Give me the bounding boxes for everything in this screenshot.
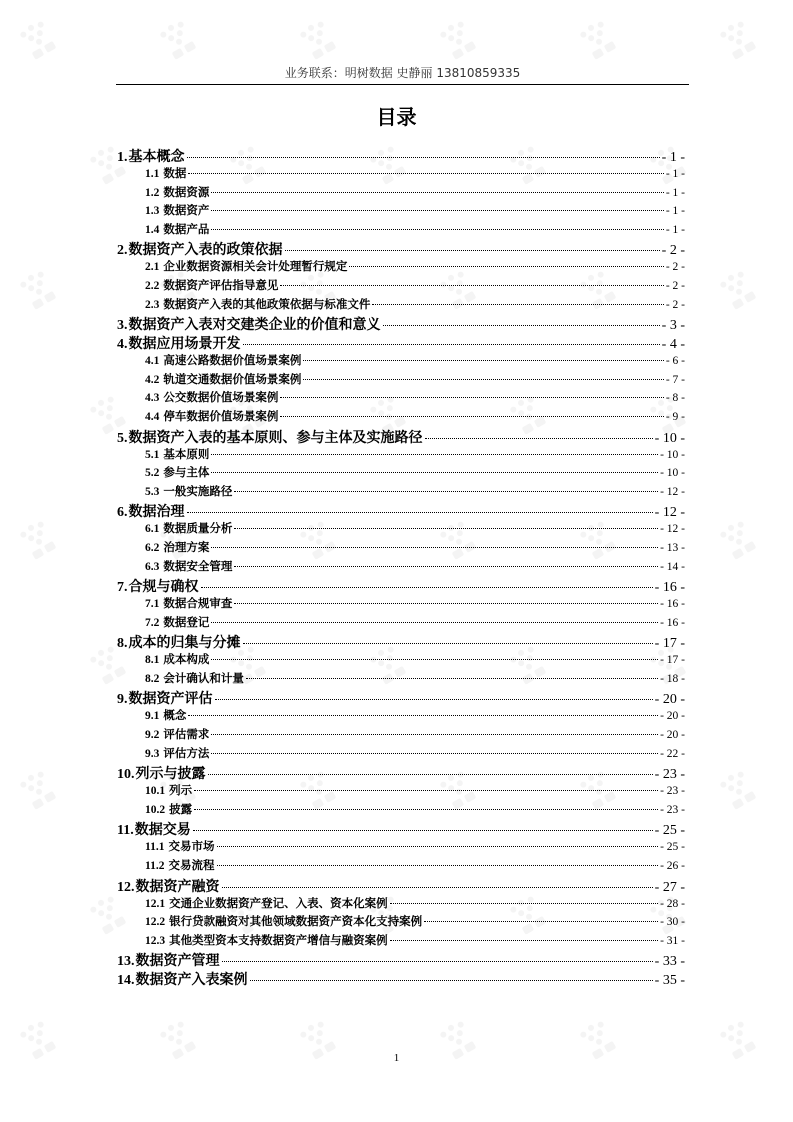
toc-entry-page: - 28 - bbox=[660, 897, 685, 910]
table-of-contents bbox=[117, 146, 685, 988]
toc-entry-number: 5.2 bbox=[145, 467, 160, 480]
toc-entry-number: 11.2 bbox=[145, 860, 165, 873]
toc-entry-label: 数据应用场景开发 bbox=[128, 336, 241, 353]
toc-entry-page: - 13 - bbox=[660, 541, 685, 554]
toc-entry-page: - 7 - bbox=[665, 373, 685, 386]
toc-chapter-entry[interactable] bbox=[117, 314, 685, 333]
toc-entry-label: 数据治理 bbox=[128, 504, 185, 521]
toc-section-entry[interactable] bbox=[117, 165, 685, 184]
toc-entry-number: 8. bbox=[117, 636, 128, 652]
toc-entry-page: - 33 - bbox=[654, 954, 685, 970]
toc-entry-label: 数据资产入表的政策依据 bbox=[128, 242, 283, 259]
toc-dot-leader bbox=[211, 192, 663, 193]
toc-chapter-entry[interactable] bbox=[117, 501, 685, 520]
header-divider bbox=[116, 84, 689, 85]
toc-entry-number: 12.1 bbox=[145, 897, 166, 910]
toc-entry-number: 4.2 bbox=[145, 373, 160, 386]
toc-dot-leader bbox=[193, 830, 653, 831]
toc-section-entry[interactable] bbox=[117, 539, 685, 558]
toc-dot-leader bbox=[234, 566, 658, 567]
toc-entry-page: - 1 - bbox=[665, 168, 685, 180]
toc-dot-leader bbox=[234, 528, 658, 529]
toc-dot-leader bbox=[303, 360, 663, 361]
toc-entry-label: 停车数据价值场景案例 bbox=[163, 408, 279, 423]
toc-entry-label: 高速公路数据价值场景案例 bbox=[163, 353, 302, 368]
toc-dot-leader bbox=[211, 659, 658, 660]
toc-entry-number: 10.2 bbox=[145, 803, 166, 816]
toc-section-entry[interactable] bbox=[117, 801, 685, 820]
toc-section-entry[interactable] bbox=[117, 446, 685, 465]
toc-chapter-entry[interactable] bbox=[117, 632, 685, 651]
toc-entry-number: 2.1 bbox=[145, 261, 160, 274]
toc-dot-leader bbox=[187, 157, 660, 158]
toc-entry-number: 6. bbox=[117, 505, 128, 521]
toc-entry-number: 10.1 bbox=[145, 785, 166, 798]
company-logo-watermark-icon bbox=[20, 520, 56, 560]
toc-entry-page: - 2 - bbox=[665, 261, 685, 274]
toc-entry-page: - 35 - bbox=[654, 973, 685, 989]
toc-entry-page: - 1 - bbox=[665, 223, 685, 236]
toc-entry-label: 数据资产入表对交建类企业的价值和意义 bbox=[128, 317, 381, 334]
toc-entry-label: 参与主体 bbox=[163, 465, 210, 480]
toc-section-entry[interactable] bbox=[117, 707, 685, 726]
toc-entry-label: 数据资产管理 bbox=[135, 953, 220, 970]
toc-entry-number: 4.1 bbox=[145, 355, 160, 368]
company-logo-watermark-icon bbox=[300, 20, 336, 60]
toc-entry-label: 数据资产入表的基本原则、参与主体及实施路径 bbox=[128, 429, 423, 446]
toc-entry-page: - 25 - bbox=[654, 823, 685, 839]
toc-entry-label: 数据交易 bbox=[134, 822, 191, 839]
toc-entry-number: 4.4 bbox=[145, 410, 160, 423]
toc-entry-number: 9.1 bbox=[145, 710, 160, 723]
toc-entry-number: 2. bbox=[117, 243, 128, 259]
toc-section-entry[interactable] bbox=[117, 408, 685, 427]
company-logo-watermark-icon bbox=[720, 20, 756, 60]
toc-entry-page: - 17 - bbox=[660, 654, 685, 667]
toc-section-entry[interactable] bbox=[117, 296, 685, 315]
company-logo-watermark-icon bbox=[20, 20, 56, 60]
toc-dot-leader bbox=[211, 229, 663, 230]
toc-dot-leader bbox=[194, 790, 658, 791]
toc-entry-label: 治理方案 bbox=[163, 539, 210, 554]
toc-entry-number: 14. bbox=[117, 973, 135, 989]
toc-entry-label: 数据资产评估 bbox=[128, 691, 213, 708]
toc-entry-number: 12. bbox=[117, 879, 135, 895]
toc-entry-number: 1.1 bbox=[145, 168, 160, 180]
toc-entry-page: - 1 - bbox=[665, 186, 685, 199]
toc-entry-number: 7.2 bbox=[145, 616, 160, 629]
toc-section-entry[interactable] bbox=[117, 595, 685, 614]
toc-entry-number: 1. bbox=[117, 150, 128, 165]
toc-entry-page: - 12 - bbox=[660, 523, 685, 536]
toc-dot-leader bbox=[201, 587, 653, 588]
toc-entry-number: 4. bbox=[117, 337, 128, 353]
toc-entry-page: - 23 - bbox=[654, 767, 685, 783]
toc-dot-leader bbox=[280, 416, 663, 417]
toc-entry-label: 成本的归集与分摊 bbox=[128, 635, 241, 652]
toc-section-entry[interactable] bbox=[117, 670, 685, 689]
toc-entry-number: 2.2 bbox=[145, 279, 160, 292]
toc-chapter-entry[interactable] bbox=[117, 819, 685, 838]
toc-entry-label: 评估需求 bbox=[163, 727, 210, 742]
toc-section-entry[interactable] bbox=[117, 258, 685, 277]
toc-section-entry[interactable] bbox=[117, 389, 685, 408]
toc-entry-number: 2.3 bbox=[145, 298, 160, 311]
toc-section-entry[interactable] bbox=[117, 352, 685, 371]
toc-entry-page: - 16 - bbox=[660, 616, 685, 629]
toc-section-entry[interactable] bbox=[117, 782, 685, 801]
toc-entry-page: - 3 - bbox=[661, 318, 685, 334]
toc-dot-leader bbox=[188, 173, 663, 174]
toc-entry-label: 数据资产评估指导意见 bbox=[163, 277, 279, 292]
toc-dot-leader bbox=[217, 846, 659, 847]
company-logo-watermark-icon bbox=[580, 20, 616, 60]
toc-entry-number: 5.3 bbox=[145, 485, 160, 498]
toc-entry-label: 交易市场 bbox=[168, 839, 215, 854]
toc-entry-number: 11. bbox=[117, 823, 134, 839]
toc-dot-leader bbox=[187, 512, 653, 513]
company-logo-watermark-icon bbox=[20, 270, 56, 310]
toc-dot-leader bbox=[211, 547, 658, 548]
toc-section-entry[interactable] bbox=[117, 371, 685, 390]
toc-entry-label: 列示 bbox=[169, 783, 193, 798]
toc-entry-label: 数据 bbox=[163, 166, 187, 180]
toc-entry-page: - 18 - bbox=[660, 672, 685, 685]
toc-entry-number: 9.3 bbox=[145, 747, 160, 760]
toc-entry-label: 其他类型资本支持数据资产增信与融资案例 bbox=[169, 932, 388, 947]
toc-entry-page: - 6 - bbox=[665, 355, 685, 368]
toc-entry-label: 公交数据价值场景案例 bbox=[163, 390, 279, 405]
company-logo-watermark-icon bbox=[440, 20, 476, 60]
toc-section-entry[interactable] bbox=[117, 221, 685, 240]
toc-entry-page: - 8 - bbox=[665, 392, 685, 405]
toc-entry-page: - 16 - bbox=[654, 580, 685, 596]
toc-entry-page: - 20 - bbox=[660, 729, 685, 742]
toc-dot-leader bbox=[280, 397, 663, 398]
toc-chapter-entry[interactable] bbox=[117, 876, 685, 895]
toc-entry-label: 成本构成 bbox=[163, 652, 210, 667]
toc-entry-number: 4.3 bbox=[145, 392, 160, 405]
toc-entry-number: 1.3 bbox=[145, 205, 160, 218]
toc-dot-leader bbox=[425, 438, 653, 439]
toc-entry-label: 合规与确权 bbox=[128, 579, 199, 596]
toc-chapter-entry[interactable] bbox=[117, 239, 685, 258]
toc-entry-label: 数据资产融资 bbox=[135, 878, 220, 895]
toc-entry-label: 数据合规审查 bbox=[163, 596, 233, 611]
toc-chapter-entry[interactable] bbox=[117, 950, 685, 969]
toc-entry-number: 6.2 bbox=[145, 541, 160, 554]
toc-chapter-entry[interactable] bbox=[117, 427, 685, 446]
toc-entry-page: - 10 - bbox=[660, 467, 685, 480]
toc-entry-number: 9. bbox=[117, 692, 128, 708]
toc-section-entry[interactable] bbox=[117, 932, 685, 951]
toc-dot-leader bbox=[215, 699, 653, 700]
toc-entry-label: 银行贷款融资对其他领域数据资产资本化支持案例 bbox=[169, 914, 423, 929]
toc-entry-page: - 20 - bbox=[654, 692, 685, 708]
toc-entry-page: - 1 - bbox=[665, 205, 685, 218]
toc-entry-page: - 12 - bbox=[660, 485, 685, 498]
toc-section-entry[interactable] bbox=[117, 558, 685, 577]
toc-section-entry[interactable] bbox=[117, 913, 685, 932]
toc-dot-leader bbox=[234, 603, 658, 604]
toc-entry-page: - 30 - bbox=[660, 916, 685, 929]
toc-entry-number: 12.2 bbox=[145, 916, 166, 929]
toc-dot-leader bbox=[390, 940, 658, 941]
toc-dot-leader bbox=[211, 454, 658, 455]
toc-section-entry[interactable] bbox=[117, 184, 685, 203]
toc-entry-number: 1.4 bbox=[145, 223, 160, 236]
toc-entry-label: 基本概念 bbox=[128, 149, 185, 165]
toc-dot-leader bbox=[222, 887, 653, 888]
toc-dot-leader bbox=[372, 304, 663, 305]
toc-entry-page: - 9 - bbox=[665, 410, 685, 423]
toc-entry-number: 6.1 bbox=[145, 523, 160, 536]
toc-entry-label: 会计确认和计量 bbox=[163, 670, 244, 685]
toc-dot-leader bbox=[250, 980, 653, 981]
toc-entry-page: - 17 - bbox=[654, 636, 685, 652]
toc-dot-leader bbox=[234, 491, 658, 492]
toc-entry-number: 8.1 bbox=[145, 654, 160, 667]
toc-entry-page: - 31 - bbox=[660, 934, 685, 947]
toc-section-entry[interactable] bbox=[117, 895, 685, 914]
toc-dot-leader bbox=[285, 250, 660, 251]
page-header: 业务联系：明树数据 史静丽 13810859335 bbox=[284, 66, 521, 80]
toc-entry-page: - 12 - bbox=[654, 505, 685, 521]
toc-dot-leader bbox=[246, 678, 658, 679]
toc-entry-label: 数据产品 bbox=[163, 221, 210, 236]
toc-chapter-entry[interactable] bbox=[117, 688, 685, 707]
toc-dot-leader bbox=[243, 344, 660, 345]
toc-dot-leader bbox=[280, 285, 663, 286]
toc-entry-number: 5. bbox=[117, 430, 128, 446]
toc-entry-label: 数据质量分析 bbox=[163, 521, 233, 536]
toc-chapter-entry[interactable] bbox=[117, 576, 685, 595]
toc-entry-label: 数据资产 bbox=[163, 203, 210, 218]
toc-section-entry[interactable] bbox=[117, 857, 685, 876]
toc-entry-number: 7.1 bbox=[145, 598, 160, 611]
company-logo-watermark-icon bbox=[720, 770, 756, 810]
toc-entry-label: 数据资产入表案例 bbox=[135, 972, 248, 989]
toc-entry-number: 1.2 bbox=[145, 186, 160, 199]
company-logo-watermark-icon bbox=[720, 520, 756, 560]
toc-entry-label: 轨道交通数据价值场景案例 bbox=[163, 371, 302, 386]
toc-entry-label: 数据资产入表的其他政策依据与标准文件 bbox=[163, 296, 371, 311]
toc-entry-number: 7. bbox=[117, 580, 128, 596]
toc-entry-number: 3. bbox=[117, 318, 128, 334]
toc-entry-label: 基本原则 bbox=[163, 446, 210, 461]
company-logo-watermark-icon bbox=[720, 270, 756, 310]
toc-entry-page: - 10 - bbox=[654, 430, 685, 446]
toc-entry-label: 披露 bbox=[169, 801, 193, 816]
toc-entry-page: - 20 - bbox=[660, 710, 685, 723]
toc-entry-label: 一般实施路径 bbox=[163, 483, 233, 498]
toc-entry-label: 企业数据资源相关会计处理暂行规定 bbox=[163, 259, 348, 274]
toc-chapter-entry[interactable] bbox=[117, 763, 685, 782]
company-logo-watermark-icon bbox=[160, 20, 196, 60]
toc-entry-label: 列示与披露 bbox=[135, 766, 206, 783]
toc-dot-leader bbox=[211, 622, 658, 623]
toc-dot-leader bbox=[211, 472, 658, 473]
toc-entry-page: - 2 - bbox=[665, 298, 685, 311]
toc-entry-page: - 2 - bbox=[661, 243, 685, 259]
toc-section-entry[interactable] bbox=[117, 483, 685, 502]
toc-entry-label: 数据安全管理 bbox=[163, 558, 233, 573]
toc-entry-label: 交通企业数据资产登记、入表、资本化案例 bbox=[169, 895, 388, 910]
toc-dot-leader bbox=[390, 903, 658, 904]
toc-section-entry[interactable] bbox=[117, 726, 685, 745]
toc-entry-page: - 23 - bbox=[660, 785, 685, 798]
toc-entry-label: 交易流程 bbox=[168, 858, 215, 873]
toc-chapter-entry[interactable] bbox=[117, 146, 685, 165]
toc-entry-number: 8.2 bbox=[145, 672, 160, 685]
toc-entry-page: - 4 - bbox=[661, 337, 685, 353]
toc-section-entry[interactable] bbox=[117, 520, 685, 539]
toc-entry-number: 5.1 bbox=[145, 448, 160, 461]
toc-dot-leader bbox=[211, 734, 658, 735]
toc-entry-page: - 10 - bbox=[660, 448, 685, 461]
toc-section-entry[interactable] bbox=[117, 745, 685, 764]
toc-section-entry[interactable] bbox=[117, 277, 685, 296]
toc-dot-leader bbox=[424, 921, 658, 922]
company-logo-watermark-icon bbox=[20, 770, 56, 810]
toc-entry-number: 9.2 bbox=[145, 729, 160, 742]
toc-entry-page: - 16 - bbox=[660, 598, 685, 611]
toc-dot-leader bbox=[217, 865, 659, 866]
toc-dot-leader bbox=[222, 961, 653, 962]
toc-entry-number: 11.1 bbox=[145, 841, 165, 854]
toc-entry-number: 13. bbox=[117, 954, 135, 970]
toc-entry-page: - 25 - bbox=[660, 841, 685, 854]
toc-section-entry[interactable] bbox=[117, 614, 685, 633]
toc-entry-number: 6.3 bbox=[145, 560, 160, 573]
toc-entry-page: - 2 - bbox=[665, 279, 685, 292]
toc-section-entry[interactable] bbox=[117, 651, 685, 670]
toc-dot-leader bbox=[243, 643, 653, 644]
toc-entry-label: 概念 bbox=[163, 708, 187, 723]
toc-entry-page: - 22 - bbox=[660, 747, 685, 760]
toc-chapter-entry[interactable] bbox=[117, 333, 685, 352]
toc-dot-leader bbox=[194, 809, 658, 810]
page-title: 目录 bbox=[376, 105, 417, 129]
toc-entry-number: 12.3 bbox=[145, 934, 166, 947]
toc-dot-leader bbox=[383, 325, 660, 326]
toc-entry-page: - 26 - bbox=[660, 860, 685, 873]
toc-entry-number: 10. bbox=[117, 767, 135, 783]
toc-entry-page: - 23 - bbox=[660, 803, 685, 816]
toc-entry-label: 数据登记 bbox=[163, 614, 210, 629]
toc-chapter-entry[interactable] bbox=[117, 969, 685, 988]
toc-dot-leader bbox=[303, 379, 663, 380]
toc-entry-label: 数据资源 bbox=[163, 184, 210, 199]
toc-dot-leader bbox=[349, 266, 663, 267]
toc-entry-label: 评估方法 bbox=[163, 745, 210, 760]
toc-section-entry[interactable] bbox=[117, 838, 685, 857]
toc-dot-leader bbox=[208, 774, 653, 775]
toc-entry-page: - 14 - bbox=[660, 560, 685, 573]
toc-dot-leader bbox=[211, 210, 663, 211]
toc-section-entry[interactable] bbox=[117, 464, 685, 483]
toc-dot-leader bbox=[211, 753, 658, 754]
toc-dot-leader bbox=[188, 715, 658, 716]
toc-entry-page: - 27 - bbox=[654, 879, 685, 895]
toc-section-entry[interactable] bbox=[117, 202, 685, 221]
toc-entry-page: - 1 - bbox=[661, 150, 685, 165]
page-number: 1 bbox=[393, 1052, 400, 1064]
